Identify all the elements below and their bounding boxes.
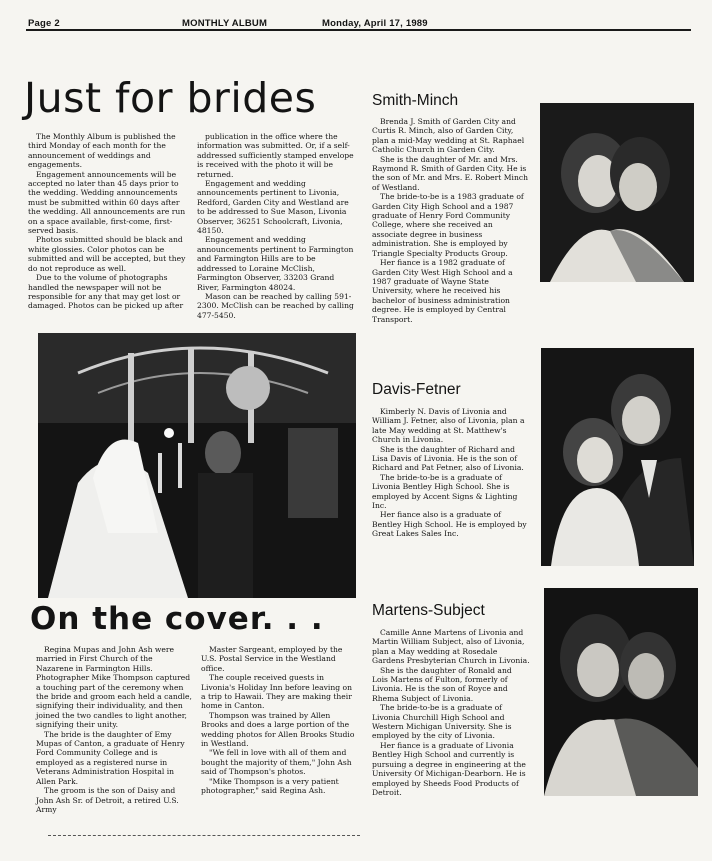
intro-paragraph: The Monthly Album is published the third Monday of each month for the announcement of weddings and engagements. bbox=[28, 132, 176, 170]
intro-paragraph: publication in the office where the information was submitted. Or, if a self-addressed sufficiently stamped envelope is received with the photo it will be returned. bbox=[197, 132, 354, 179]
martens-subject-photo bbox=[544, 588, 698, 796]
announcement-paragraph: The bride-to-be is a 1983 graduate of Garden City High School and a 1987 graduate of Henry Ford Community College, where she received an associate degree in business administration. She is employed by Triangle Specialty Products Group. bbox=[372, 192, 524, 258]
announcement-paragraph: The bride-to-be is a graduate of Livonia Bentley High School. She is employed by Accent Signs & Lighting Inc. bbox=[372, 472, 518, 511]
bottom-dashed-rule bbox=[48, 835, 360, 836]
intro-paragraph: Mason can be reached by calling 591-2300. McClish can be reached by calling 477-5450. bbox=[197, 291, 354, 320]
announcement-heading-smith-minch: Smith-Minch bbox=[372, 92, 459, 109]
cover-column-2 bbox=[201, 645, 357, 796]
intro-paragraph: Engagement announcements will be accepted no later than 45 days prior to the wedding. Wedding announcements must be submitted within 60 days after the wedding. All announcements are run on a space available, first-come, first-served basis. bbox=[28, 169, 186, 236]
masthead-rule bbox=[26, 29, 691, 31]
announcement-paragraph: Her fiance also is a graduate of Bentley High School. He is employed by Great Lakes Sales Inc. bbox=[372, 510, 527, 539]
announcement-paragraph: Her fiance is a 1982 graduate of Garden City West High School and a 1987 graduate of Wayne State University, where he received his bachelor of business administration degree. He is employed by Central Transport. bbox=[372, 258, 513, 324]
announcement-paragraph: She is the daughter of Richard and Lisa Davis of Livonia. He is the son of Richard and Pat Fetner, also of Livonia. bbox=[372, 444, 524, 473]
intro-paragraph: Engagement and wedding announcements pertinent to Livonia, Redford, Garden City and Westland are to be addressed to Sue Mason, Livonia Observer, 36251 Schoolcraft, Livonia, 48150. bbox=[197, 179, 349, 236]
intro-paragraph: Photos submitted should be black and white glossies. Color photos can be submitted and will be accepted, but they do not reproduce as well. bbox=[28, 235, 186, 273]
section-title: MONTHLY ALBUM bbox=[182, 18, 268, 29]
cover-paragraph: The bride is the daughter of Emy Mupas of Canton, a graduate of Henry Ford Community College and is employed as a registered nurse in Veterans Administration Hospital in Allen Park. bbox=[36, 729, 185, 786]
smith-minch-photo bbox=[540, 103, 694, 282]
intro-paragraph: Engagement and wedding announcements pertinent to Farmington and Farmington Hills are to be addressed to Loraine McClish, Farmington Observer, 33203 Grand River, Farmington 48024. bbox=[197, 235, 354, 292]
announcement-heading-martens-subject: Martens-Subject bbox=[372, 602, 485, 619]
announcement-paragraph: The bride-to-be is a graduate of Livonia Churchill High School and Western Michigan University. She is employed by the city of Livonia. bbox=[372, 703, 512, 741]
intro-column-2 bbox=[197, 132, 357, 320]
cover-paragraph: "We fell in love with all of them and bought the majority of them," John Ash said of Thompson's photos. bbox=[201, 748, 352, 777]
intro-column-1 bbox=[28, 132, 188, 311]
cover-paragraph: The couple received guests in Livonia's Holiday Inn before leaving on a trip to Hawaii. They are making their home in Canton. bbox=[201, 673, 352, 711]
page-headline: Just for brides bbox=[24, 74, 317, 122]
page-number: Page 2 bbox=[28, 18, 60, 29]
announcement-paragraph: Kimberly N. Davis of Livonia and William J. Fetner, also of Livonia, plan a late May wedding at St. Matthew's Church in Livonia. bbox=[372, 407, 525, 445]
announcement-martens-subject bbox=[372, 628, 530, 797]
announcement-davis-fetner bbox=[372, 407, 530, 539]
announcement-paragraph: She is the daughter of Ronald and Lois Martens of Fulton, formerly of Livonia. He is the son of Royce and Rhema Subject of Livonia. bbox=[372, 665, 512, 703]
davis-fetner-photo bbox=[541, 348, 694, 566]
announcement-paragraph: She is the daughter of Mr. and Mrs. Raymond R. Smith of Garden City. He is the son of Mr. and Mrs. E. Robert Minch of Westland. bbox=[372, 154, 528, 192]
cover-paragraph: Thompson was trained by Allen Brooks and does a large portion of the wedding photos for Allen Brooks Studio in Westland. bbox=[201, 710, 355, 749]
cover-paragraph: The groom is the son of Daisy and John Ash Sr. of Detroit, a retired U.S. Army bbox=[36, 786, 179, 814]
issue-date: Monday, April 17, 1989 bbox=[322, 18, 428, 29]
cover-column-1 bbox=[36, 645, 192, 814]
announcement-paragraph: Camille Anne Martens of Livonia and Martin William Subject, also of Livonia, plan a May wedding at Rosedale Gardens Presbyterian Church in Livonia. bbox=[372, 628, 530, 666]
cover-headline: On the cover. . . bbox=[30, 601, 324, 637]
announcement-smith-minch bbox=[372, 117, 530, 324]
cover-paragraph: Master Sargeant, employed by the U.S. Postal Service in the Westland office. bbox=[201, 645, 343, 673]
announcement-paragraph: Brenda J. Smith of Garden City and Curtis R. Minch, also of Garden City, plan a mid-May wedding at St. Raphael Catholic Church in Garden City. bbox=[372, 117, 525, 155]
cover-wedding-photo bbox=[38, 333, 356, 598]
announcement-heading-davis-fetner: Davis-Fetner bbox=[372, 381, 461, 398]
cover-paragraph: "Mike Thompson is a very patient photographer," said Regina Ash. bbox=[201, 776, 339, 796]
announcement-paragraph: Her fiance is a graduate of Livonia Bentley High School and currently is pursuing a degree in engineering at the University Of Michigan-Dearborn. He is employed by Sheeds Food Products of Detroit. bbox=[372, 740, 526, 797]
cover-paragraph: Regina Mupas and John Ash were married in First Church of the Nazarene in Farmington Hills. Photographer Mike Thompson captured a touching part of the ceremony when the bride and groom each held a candle, signifying their individuality, and then joined the two candles to light another, signifying their unity. bbox=[36, 645, 192, 730]
intro-paragraph: Due to the volume of photographs handled the newspaper will not be responsible for any that may get lost or damaged. Photos can be picked up after bbox=[28, 273, 184, 311]
